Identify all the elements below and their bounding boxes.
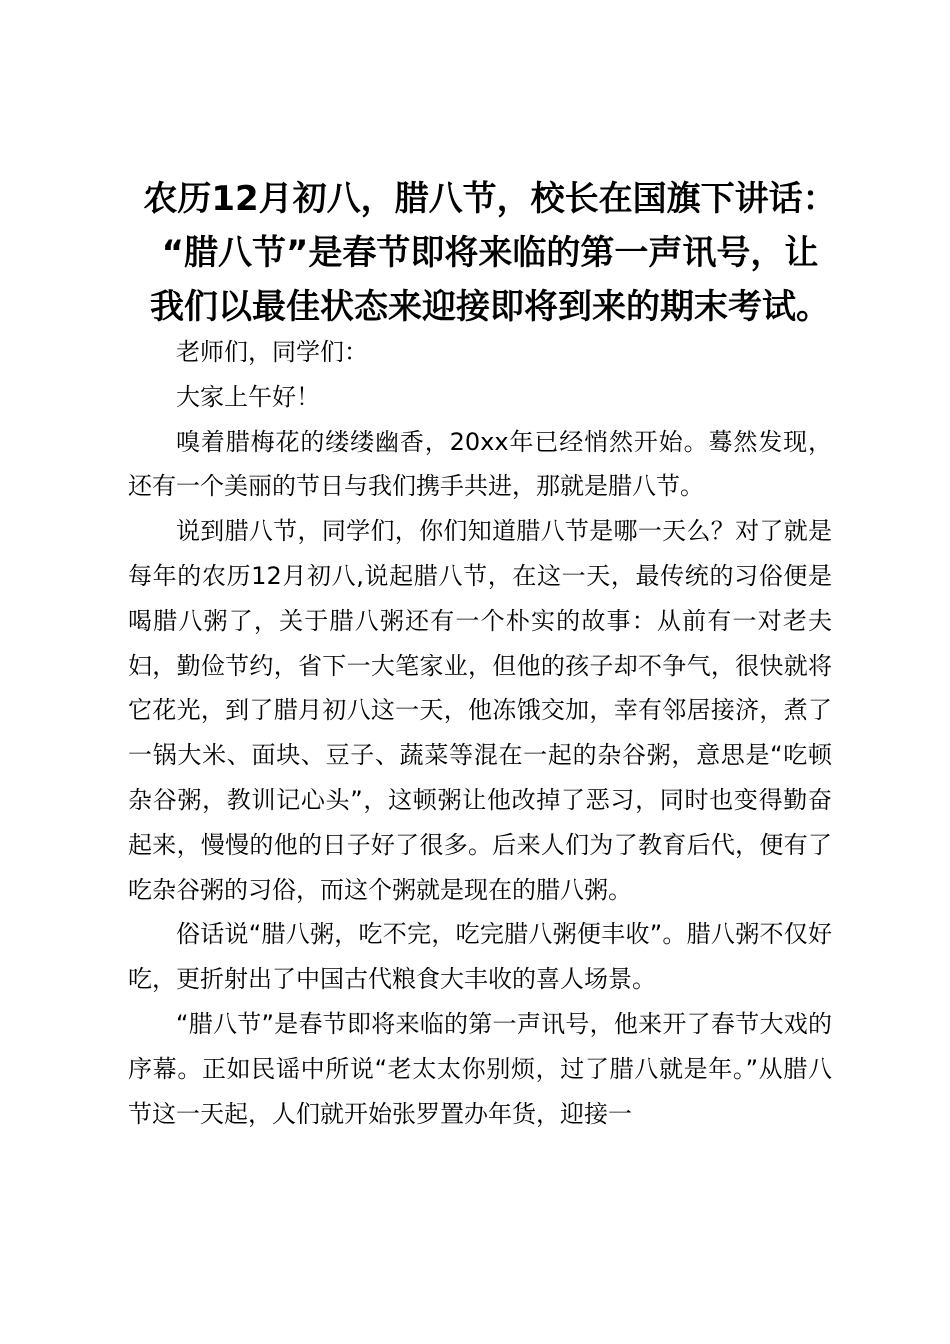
body-paragraph: 嗅着腊梅花的缕缕幽香，20xx年已经悄然开始。蓦然发现，还有一个美丽的节日与我们携手共进，那就是腊八节。 xyxy=(128,427,832,501)
body-paragraph: 说到腊八节，同学们，你们知道腊八节是哪一天么？对了就是每年的农历12月初八,说起腊八节，在这一天，最传统的习俗便是喝腊八粥了，关于腊八粥还有一个朴实的故事：从前有一对老夫妇，勤俭节约，省下一大笔家业，但他的孩子却不争气，很快就将它花光，到了腊月初八这一天，他冻饿交加，幸有邻居接济，煮了一锅大米、面块、豆子、蔬菜等混在一起的杂谷粥，意思是“吃顿杂谷粥，教训记心头”，这顿粥让他改掉了恶习，同时也变得勤奋起来，慢慢的他的日子好了很多。后来人们为了教育后代，便有了吃杂谷粥的习俗，而这个粥就是现在的腊八粥。 xyxy=(128,517,832,904)
body-paragraph: 俗话说“腊八粥，吃不完，吃完腊八粥便丰收”。腊八粥不仅好吃，更折射出了中国古代粮食大丰收的喜人场景。 xyxy=(128,920,832,994)
document-body xyxy=(128,330,832,1136)
title-line-3: 我们以最佳状态来迎接即将到来的期末考试。 xyxy=(150,287,830,327)
title-line-2: “腊八节”是春节即将来临的第一声讯号，让 xyxy=(161,233,819,273)
document-title xyxy=(120,172,860,334)
body-paragraph: “腊八节”是春节即将来临的第一声讯号，他来开了春节大戏的序幕。正如民谣中所说“老太太你别烦，过了腊八就是年。”从腊八节这一天起，人们就开始张罗置办年货，迎接一 xyxy=(128,1009,832,1128)
title-line-1: 农历12月初八，腊八节，校长在国旗下讲话： xyxy=(143,179,837,219)
greeting-paragraph: 老师们，同学们： xyxy=(176,338,368,366)
salutation-paragraph: 大家上午好！ xyxy=(176,382,320,411)
